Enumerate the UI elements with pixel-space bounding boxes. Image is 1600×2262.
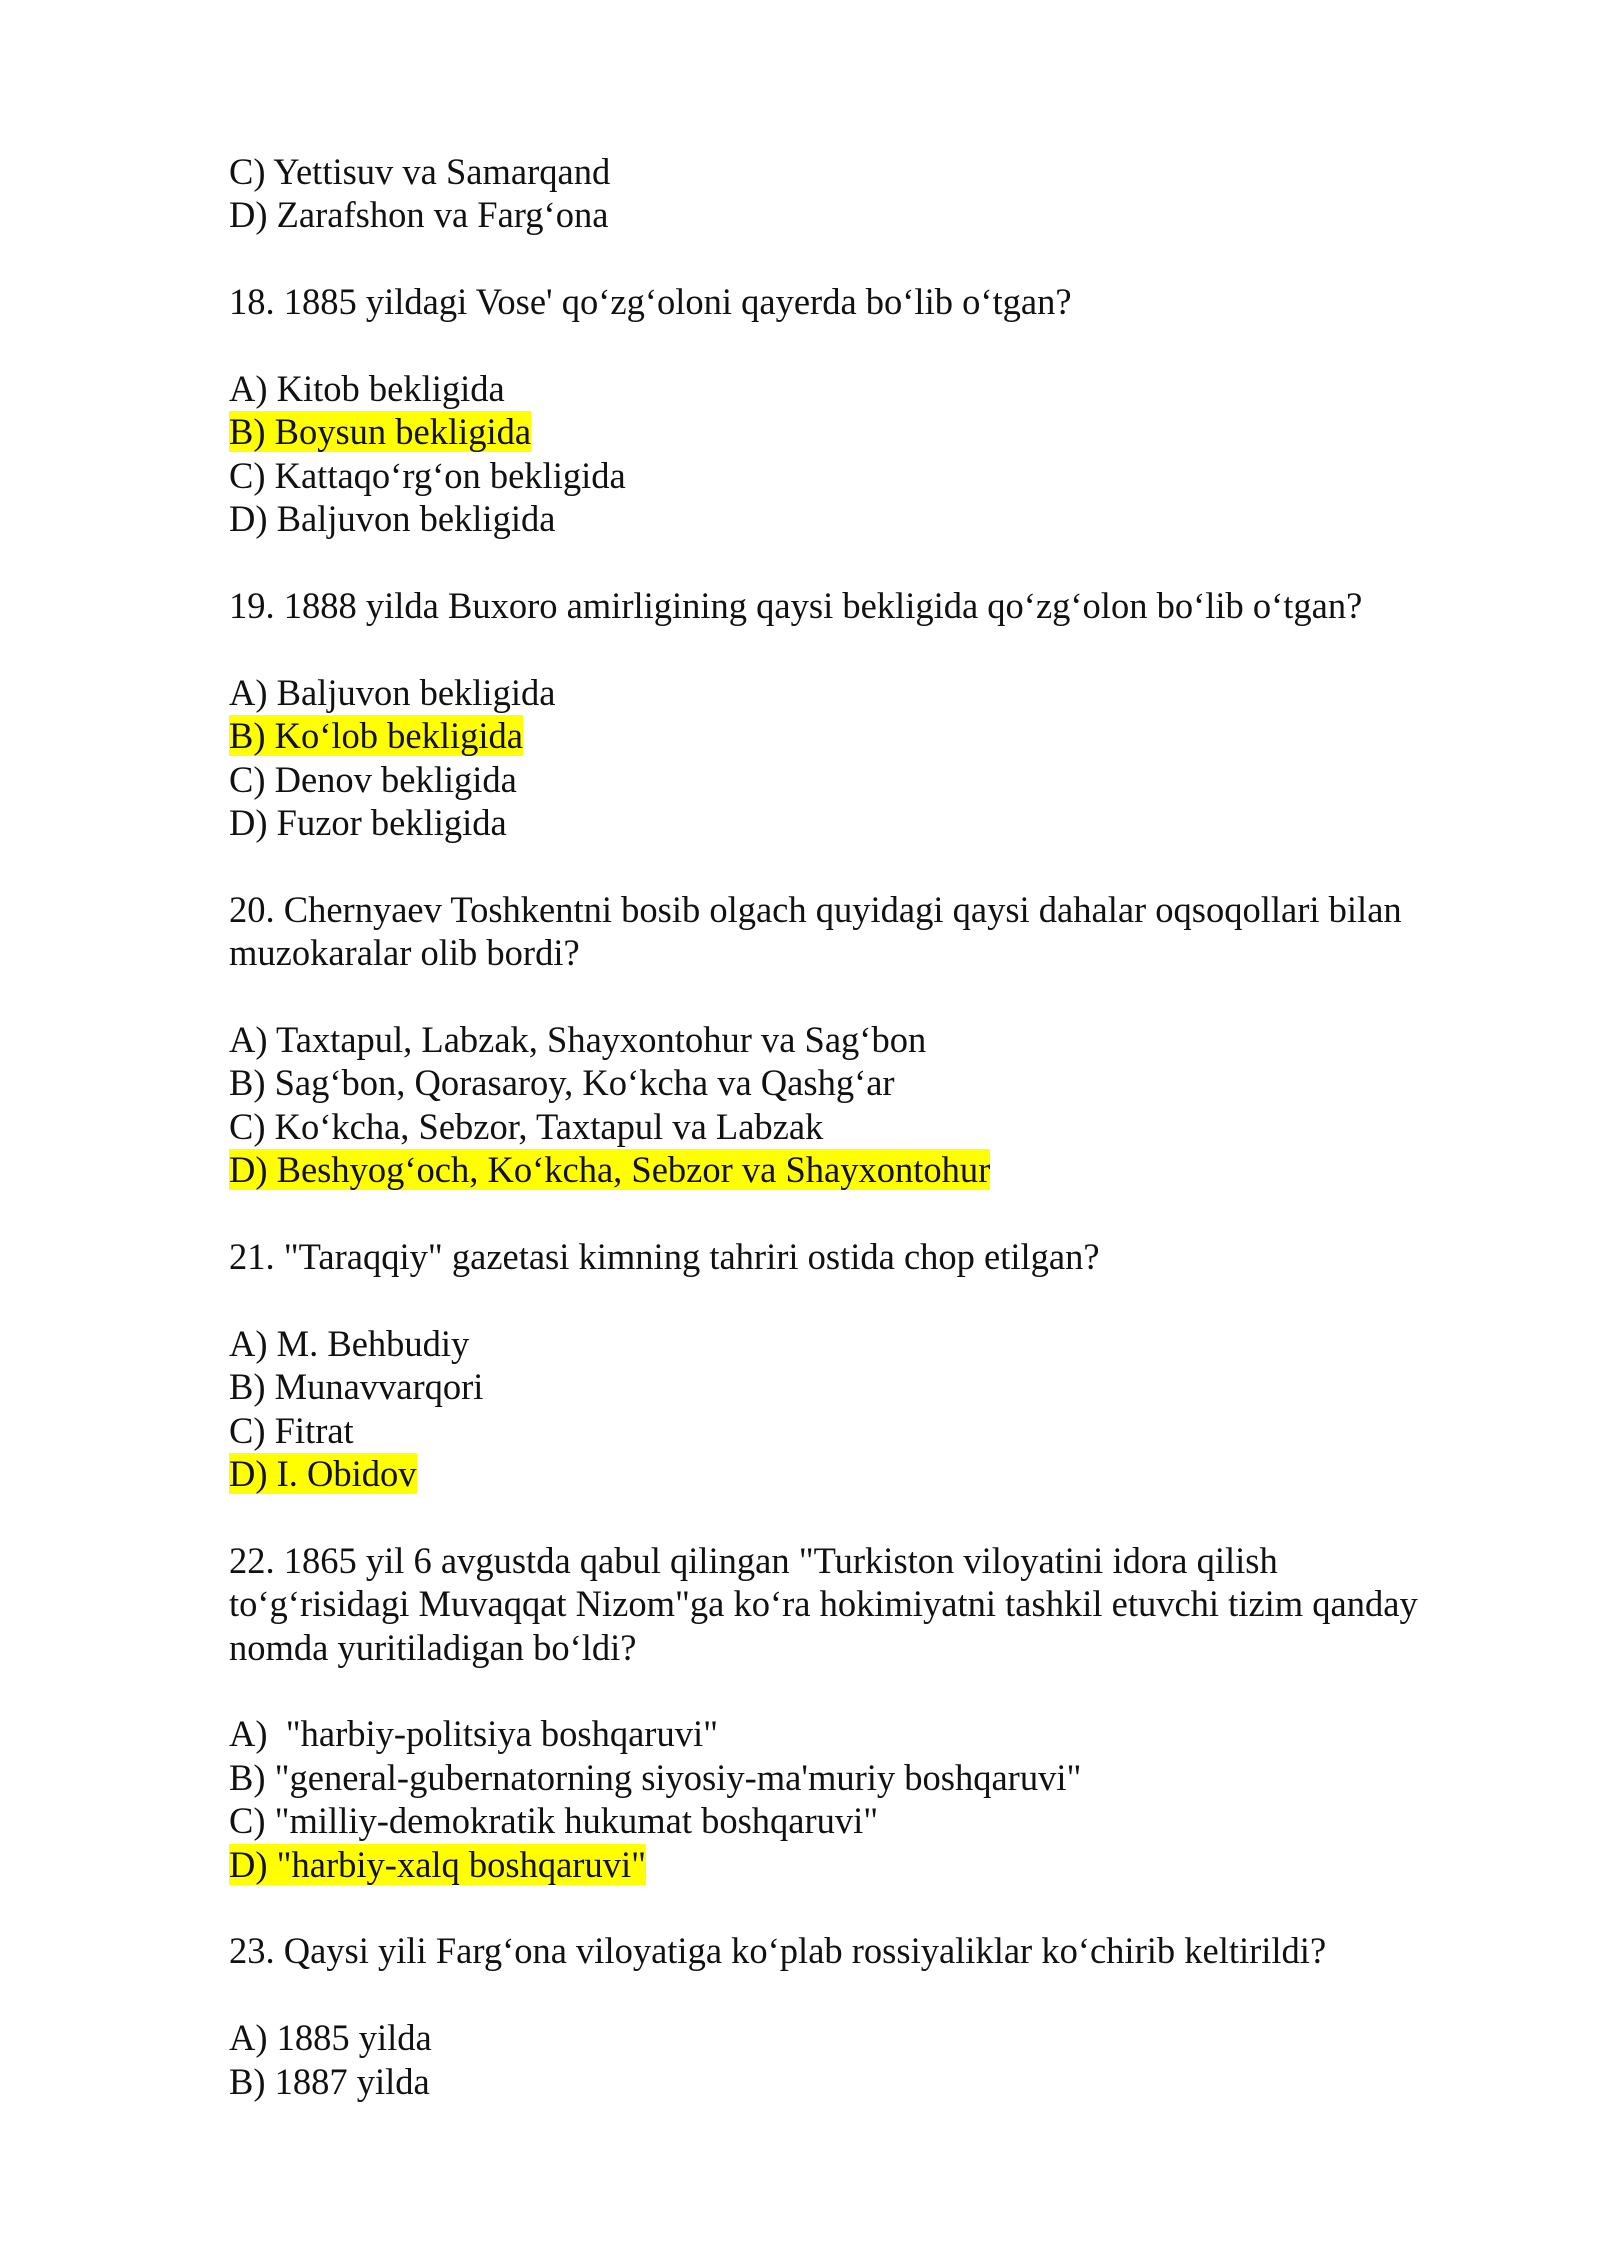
document-page	[229, 150, 1489, 2103]
spacer	[229, 237, 1489, 280]
answer-option	[229, 1409, 1489, 1452]
spacer	[229, 627, 1489, 670]
answer-option-correct	[229, 1148, 1489, 1191]
answer-option	[229, 497, 1489, 540]
answer-option: C) Yettisuv va Samarqand	[229, 151, 611, 192]
question-text: nomda yuritiladigan bo‘ldi?	[229, 1626, 637, 1668]
spacer	[229, 324, 1489, 367]
option-text: A) "harbiy-politsiya boshqaruvi"	[229, 1713, 719, 1755]
answer-option	[229, 2060, 1489, 2103]
question-text: to‘g‘risidagi Muvaqqat Nizom"ga ko‘ra hokimiyatni tashkil etuvchi tizim qanday	[229, 1583, 1418, 1625]
spacer	[229, 1886, 1489, 1929]
spacer	[229, 1192, 1489, 1235]
question-18	[229, 280, 1489, 540]
option-text: D) Baljuvon bekligida	[229, 498, 556, 540]
option-text: D) Fuzor bekligida	[229, 802, 507, 844]
answer-option	[229, 801, 1489, 844]
answer-option	[229, 454, 1489, 497]
answer-option	[229, 1756, 1489, 1799]
answer-option-correct	[229, 410, 1489, 453]
question-22	[229, 1539, 1489, 1886]
question-20	[229, 888, 1489, 1192]
option-text-highlighted: D) I. Obidov	[229, 1453, 417, 1495]
answer-option	[229, 1018, 1489, 1061]
spacer	[229, 541, 1489, 584]
option-text: B) 1887 yilda	[229, 2060, 430, 2102]
option-text-highlighted: D) Beshyog‘och, Ko‘kcha, Sebzor va Shayxontohur	[229, 1149, 991, 1191]
option-text: A) Taxtapul, Labzak, Shayxontohur va Sag‘bon	[229, 1019, 927, 1061]
answer-option	[229, 367, 1489, 410]
answer-option	[229, 1322, 1489, 1365]
option-text: B) Munavvarqori	[229, 1366, 484, 1408]
answer-option: D) Zarafshon va Farg‘ona	[229, 194, 609, 236]
spacer	[229, 1278, 1489, 1321]
option-text: C) Ko‘kcha, Sebzor, Taxtapul va Labzak	[229, 1105, 824, 1147]
answer-option-correct	[229, 1452, 1489, 1495]
option-text: C) Kattaqo‘rg‘on bekligida	[229, 454, 626, 496]
spacer	[229, 975, 1489, 1018]
option-text: B) Sag‘bon, Qorasaroy, Ko‘kcha va Qashg‘ar	[229, 1062, 895, 1104]
option-text-highlighted: B) Ko‘lob bekligida	[229, 715, 523, 757]
answer-option-correct	[229, 1843, 1489, 1886]
question-21	[229, 1235, 1489, 1495]
question-text: 21. "Taraqqiy" gazetasi kimning tahriri ostida chop etilgan?	[229, 1236, 1100, 1278]
option-text: C) Denov bekligida	[229, 758, 517, 800]
question-text: 22. 1865 yil 6 avgustda qabul qilingan "Turkiston viloyatini idora qilish	[229, 1539, 1278, 1581]
answer-option	[229, 1712, 1489, 1755]
option-text-highlighted: B) Boysun bekligida	[229, 411, 532, 453]
option-text: C) Fitrat	[229, 1409, 354, 1451]
option-text: A) M. Behbudiy	[229, 1322, 470, 1364]
carryover-options	[229, 150, 1489, 237]
spacer	[229, 1973, 1489, 2016]
option-text: A) 1885 yilda	[229, 2017, 432, 2059]
answer-option	[229, 1061, 1489, 1104]
option-text: A) Kitob bekligida	[229, 368, 505, 409]
option-text: C) "milliy-demokratik hukumat boshqaruvi"	[229, 1800, 879, 1842]
answer-option	[229, 2016, 1489, 2059]
spacer	[229, 844, 1489, 887]
answer-option	[229, 1365, 1489, 1408]
option-text-highlighted: D) "harbiy-xalq boshqaruvi"	[229, 1843, 647, 1885]
question-23	[229, 1929, 1489, 2103]
answer-option-correct	[229, 714, 1489, 757]
answer-option	[229, 758, 1489, 801]
question-text: 20. Chernyaev Toshkentni bosib olgach quyidagi qaysi dahalar oqsoqollari bilan	[229, 888, 1402, 930]
spacer	[229, 1669, 1489, 1712]
question-text: muzokaralar olib bordi?	[229, 932, 580, 974]
answer-option	[229, 671, 1489, 714]
answer-option	[229, 1105, 1489, 1148]
option-text: A) Baljuvon bekligida	[229, 671, 556, 713]
spacer	[229, 1495, 1489, 1538]
question-text: 18. 1885 yildagi Vose' qo‘zg‘oloni qayerda bo‘lib o‘tgan?	[229, 281, 1072, 323]
question-text: 19. 1888 yilda Buxoro amirligining qaysi bekligida qo‘zg‘olon bo‘lib o‘tgan?	[229, 585, 1363, 627]
answer-option	[229, 1799, 1489, 1842]
question-19	[229, 584, 1489, 844]
question-text: 23. Qaysi yili Farg‘ona viloyatiga ko‘plab rossiyaliklar ko‘chirib keltirildi?	[229, 1930, 1327, 1972]
option-text: B) "general-gubernatorning siyosiy-ma'muriy boshqaruvi"	[229, 1756, 1082, 1798]
